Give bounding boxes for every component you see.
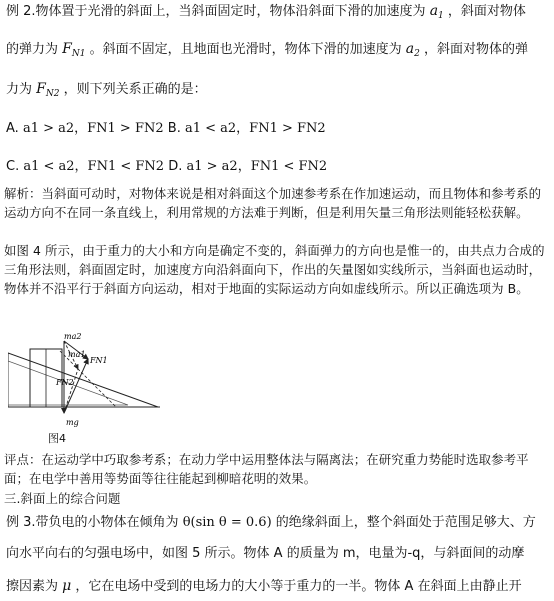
label-ma2: ma2: [64, 333, 82, 341]
q3-theta-math: θ(sin θ = 0.6): [182, 515, 272, 530]
q3-line-1-text-a: 例 3.带负电的小物体在倾角为: [6, 515, 179, 530]
q2-line-2: [6, 40, 528, 63]
analysis-paragraph-2: 如图 4 所示，由于重力的大小和方向是确定不变的，斜面弹力的方向也是惟一的，由共点力合成的三角形法则，斜面固定时，加速度方向沿斜面向下，作出的矢量图如实线所示，当斜面也运动时，物体并不沿平行于斜面方向运动，相对于地面的实际运动方向如虚线所示。所以正确选项为 B。: [4, 243, 545, 296]
q3-line-3: [6, 577, 522, 596]
symbol-mu: μ: [62, 578, 72, 594]
q3-line-3-text-a: 擦因素为: [6, 579, 59, 594]
q3-line-3-text-b: ，它在电场中受到的电场力的大小等于重力的一半。物体 A 在斜面上由静止开: [75, 579, 522, 594]
q2-options-cd: [6, 158, 327, 176]
q2-line-1: [6, 2, 526, 25]
q2-line-2-text-a: 的弹力为: [6, 42, 59, 57]
q2-line-1-text-a: 例 2.物体置于光滑的斜面上，当斜面固定时，物体沿斜面下滑的加速度为: [6, 4, 426, 19]
option-d-math: a1 > a2，FN1 < FN2: [186, 159, 328, 174]
comment-paragraph: 评点：在运动学中巧取参考系；在动力学中运用整体法与隔离法；在研究重力势能时选取参考平面；在电学中善用等势面等往往能起到柳暗花明的效果。: [4, 452, 529, 486]
label-mg: mg: [66, 418, 79, 427]
option-a-math: a1 > a2，FN1 > FN2: [22, 121, 164, 136]
analysis-paragraph-1: 解析：当斜面可动时，对物体来说是相对斜面这个加速参考系在作加速运动，而且物体和参考系的运动方向不在同一条直线上，利用常规的方法难于判断，但是利用矢量三角形法则能轻松获解。: [4, 186, 542, 220]
q3-line-1-text-b: 的绝缘斜面上，整个斜面处于范围足够大、方: [275, 515, 536, 530]
q2-line-3-text-b: ，则下列关系正确的是：: [63, 82, 207, 97]
symbol-FN1: $F_{N1}$: [62, 41, 86, 59]
symbol-a1: $a_1$: [429, 3, 444, 21]
q2-line-2-text-c: ，斜面对物体的弹: [424, 42, 529, 57]
q3-line-1: [6, 514, 536, 532]
q2-line-3-text-a: 力为: [6, 82, 33, 97]
label-fn2: FN2: [56, 378, 74, 387]
section-3-heading: 三.斜面上的综合问题: [4, 491, 121, 506]
option-c-math: a1 < a2，FN1 < FN2: [23, 159, 165, 174]
option-d-label: D.: [168, 159, 183, 174]
label-fn1: FN1: [90, 356, 108, 365]
q2-line-1-text-b: ，斜面对物体: [447, 4, 526, 19]
figure-4-caption: 图4: [48, 432, 66, 445]
option-a-label: A.: [6, 121, 19, 136]
option-b-math: a1 < a2，FN1 > FN2: [184, 121, 326, 136]
option-b-label: B.: [167, 121, 181, 136]
symbol-a2: $a_2$: [405, 41, 420, 59]
figure-4-diagram: [8, 333, 164, 443]
q3-line-2: 向水平向右的匀强电场中，如图 5 所示。物体 A 的质量为 m，电量为-q，与斜面间的动摩: [6, 546, 525, 561]
option-c-label: C.: [6, 159, 20, 174]
symbol-FN2: $F_{N2}$: [36, 81, 60, 99]
q2-options-ab: [6, 120, 326, 138]
q2-line-2-text-b: 。斜面不固定，且地面也光滑时，物体下滑的加速度为: [89, 42, 402, 57]
q2-line-3: [6, 80, 207, 103]
label-ma1: ma1: [68, 350, 86, 359]
